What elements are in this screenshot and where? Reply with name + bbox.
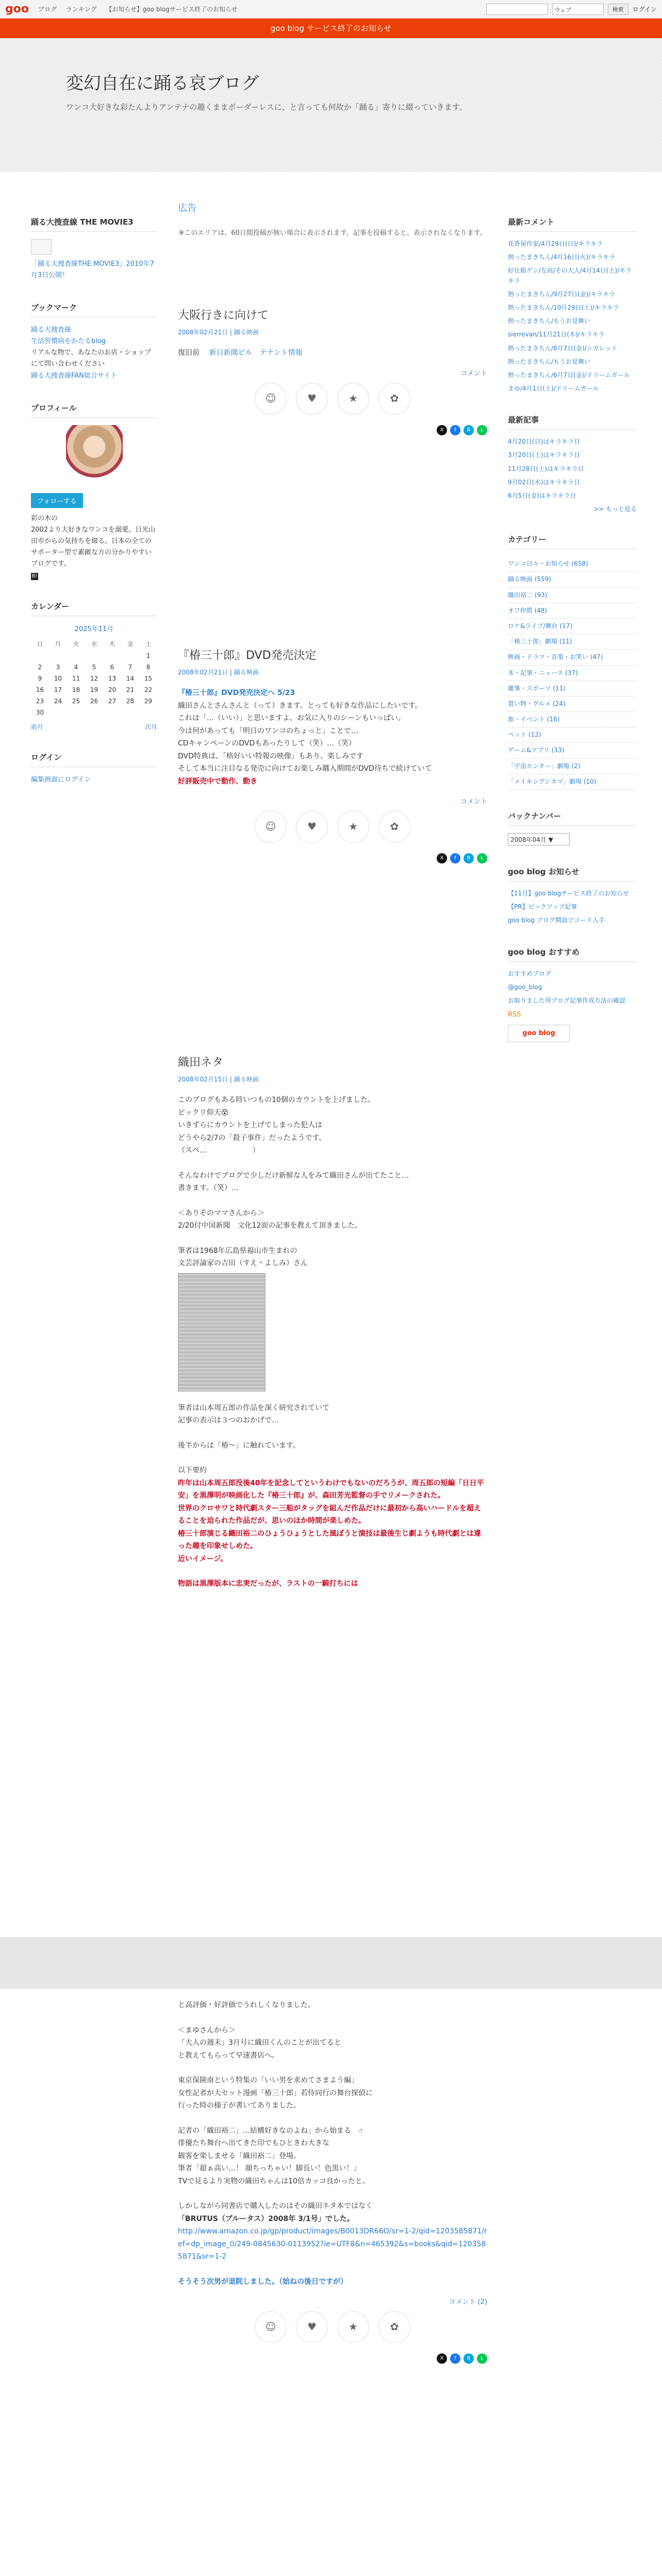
goo-follow-item[interactable]: お取りました用ブログ記事作成方法の確認 xyxy=(508,996,626,1004)
blog-header xyxy=(0,38,662,172)
category-item[interactable]: 買い物・グルメ (24) xyxy=(508,697,637,712)
post-line: （スペ… ） xyxy=(178,1146,260,1155)
reaction-button[interactable] xyxy=(296,811,328,843)
post-line: 東京保険南という特集の「いい男を求めてさまよう編」 xyxy=(178,2076,358,2084)
calendar-day-header: 木 xyxy=(109,640,115,648)
profile-name: 彩の木の xyxy=(31,514,58,522)
calendar-day xyxy=(67,650,85,662)
categories-list xyxy=(508,556,637,790)
recent-comment-item[interactable]: sierrevan/11月21日(木)/キラキラ xyxy=(508,331,605,338)
calendar-week xyxy=(31,684,157,696)
post-line: 俳優たち舞台へ出てきた印でもひときわ大きな xyxy=(178,2139,329,2147)
calendar-week xyxy=(31,707,157,718)
calendar-day[interactable]: 14 xyxy=(126,675,135,683)
calendar-day[interactable]: 19 xyxy=(90,686,98,694)
post-line: しかしながら同書店で購入したのはその織田ネタ本ではなく xyxy=(178,2202,373,2210)
post-line: 好評販売中で動作、動き xyxy=(178,777,257,786)
recent-comment-item[interactable]: 花香屋作家/4月29日(日)/キラキラ xyxy=(508,240,603,247)
amazon-link[interactable]: http://www.amazon.co.jp/gp/product/images/B0013DR66O/sr=1-2/qid=1203585871/ref=dp_image_0/249-0845630-0113952?ie=UTF8&n=465392&s=books&qid=1203585871&sr=1-2 xyxy=(178,2227,487,2261)
post-body-text: 復旧前 xyxy=(178,349,200,357)
post-title[interactable]: 織田ネタ xyxy=(178,1056,224,1069)
x-share-icon[interactable]: X xyxy=(437,2353,447,2364)
search-input[interactable] xyxy=(486,4,548,15)
blog-description: ワンコ大好きな彩たんよりアンテナの趣くままボーダーレスに、と言っても何故か「踊る」寄りに綴っていきます。 xyxy=(66,103,467,112)
calendar-week xyxy=(31,673,157,684)
avatar[interactable] xyxy=(66,425,123,487)
goo-follow-item[interactable]: @goo_blog xyxy=(508,983,542,991)
line-share-icon[interactable]: L xyxy=(477,853,487,863)
recent-post-item[interactable]: 11月28日(土)はキラキラ日 xyxy=(508,465,584,472)
calendar-week xyxy=(31,650,157,662)
post-line: ＜まゆさんから＞ xyxy=(178,2026,236,2035)
category-item[interactable]: 雑事・スポーツ (11) xyxy=(508,681,637,697)
recent-comments-block xyxy=(508,216,637,394)
recent-comments-title: 最新コメント xyxy=(508,216,637,232)
calendar-day[interactable]: 16 xyxy=(36,686,44,694)
calendar-day xyxy=(67,707,85,718)
bookmark-item[interactable]: 踊る大捜査線FAN総合サイト xyxy=(31,371,117,380)
calendar-week xyxy=(31,662,157,673)
login-link[interactable]: 編集画面にログイン xyxy=(31,776,91,784)
x-share-icon[interactable]: X xyxy=(437,853,447,863)
category-item[interactable]: 「椿三十郎」劇場 (11) xyxy=(508,634,637,650)
recent-post-item[interactable]: 9月02日(水)はキラキラ日 xyxy=(508,478,581,486)
reaction-bar xyxy=(178,383,487,415)
calendar-day xyxy=(85,650,103,662)
reaction-button[interactable] xyxy=(255,383,287,415)
calendar-nav xyxy=(31,722,157,731)
summary-line: 椿三十郎演じる織田裕二のひょうひょうとした風ぼうと演技は最後生じ劇ようも時代劇とは違った趣を印象せしめた。 xyxy=(178,1529,481,1550)
hatena-bookmark-icon[interactable]: B! xyxy=(31,573,38,580)
heart-icon: ♥ xyxy=(307,820,317,833)
bookmark-block xyxy=(31,302,157,381)
hatena-share-icon[interactable]: B xyxy=(464,853,474,863)
recent-comment-item[interactable]: 熱ったまきちん/6月7日(金)/ドリームガール xyxy=(508,371,630,379)
calendar-day xyxy=(49,650,67,662)
post-line: 行った時の様子が書いてありました。 xyxy=(178,2102,301,2110)
post-line: 書きます。（笑）… xyxy=(178,1184,239,1192)
share-bar xyxy=(178,853,487,863)
goo-logo[interactable]: goo xyxy=(5,3,29,15)
reaction-button[interactable] xyxy=(255,811,287,843)
smile-icon: ☺ xyxy=(265,392,276,404)
calendar-day[interactable]: 18 xyxy=(72,686,80,694)
post-body xyxy=(178,347,487,360)
calendar-day xyxy=(49,707,67,718)
post-line: いきずらにカウントを上げてしまった犯人は xyxy=(178,1121,322,1129)
newspaper-photo[interactable] xyxy=(178,1273,266,1392)
goo-notice-item[interactable]: 【PR】ピックアップ記事 xyxy=(508,903,577,911)
post-line: 以下要約 xyxy=(178,1466,207,1475)
post-line: TVで見るより実物の織田ちゃんは10倍カッコ良かったと。 xyxy=(178,2177,370,2185)
calendar-day[interactable]: 27 xyxy=(108,698,117,705)
summary-line: 昨年は山本周五郎没後40年を記念してというわけでもないのだろうが、周五郎の短編「日日平安」を黒澤明が映画化した『椿三十郎』が、森田芳光監督の手でリメークされた。 xyxy=(178,1479,484,1500)
post-body xyxy=(178,1999,487,2288)
reaction-button[interactable] xyxy=(378,383,410,415)
post-line: 2/20付中国新聞 文化12面の記事を教えて頂きました。 xyxy=(178,1222,362,1230)
calendar-day[interactable]: 10 xyxy=(54,675,62,683)
recent-post-item[interactable]: 4月20日(日)はキラキラ日 xyxy=(508,438,581,446)
x-share-icon[interactable]: X xyxy=(437,425,447,435)
post-body xyxy=(178,1094,487,1590)
search-button[interactable]: 検索 xyxy=(608,4,628,15)
goo-follow-item[interactable]: おすすめブログ xyxy=(508,970,552,977)
movie-link[interactable]: 「踊る大捜査線THE MOVIE3」2010年7月3日公開！ xyxy=(31,260,154,280)
post-line: と教えてもらって早速書店へ。 xyxy=(178,2051,279,2060)
goo-notice-item[interactable]: 【11月】goo blogサービス終了のお知らせ xyxy=(508,890,629,897)
post-line: 筆者は山本周五郎の作品を深く研究されていて xyxy=(178,1403,329,1412)
star-icon: ★ xyxy=(349,820,358,833)
smile-icon: ☺ xyxy=(265,820,276,833)
line-share-icon[interactable]: L xyxy=(477,425,487,435)
post-meta[interactable]: 2008年02月15日 | 踊る映画 xyxy=(178,1076,259,1083)
recent-comment-item[interactable]: 熱ったまきちん/4月16日(火)/キラキラ xyxy=(508,253,616,261)
calendar-day[interactable]: 5 xyxy=(92,664,96,671)
post-line: 今は何があっても「明日のワンコのちょっと」ことで… xyxy=(178,726,358,735)
calendar-day xyxy=(121,707,139,718)
post-title[interactable]: 『椿三十郎』DVD発売決定 xyxy=(178,649,317,662)
calendar-day[interactable]: 2 xyxy=(38,664,42,671)
calendar-day[interactable]: 26 xyxy=(90,698,98,705)
nav-ranking[interactable]: ランキング xyxy=(65,6,97,13)
post-body xyxy=(178,687,487,788)
nav-notice[interactable]: 【お知らせ】goo blogサービス終了のお知らせ xyxy=(106,6,238,13)
category-item[interactable]: ペット (12) xyxy=(508,727,637,743)
calendar-day[interactable]: 3 xyxy=(56,664,60,671)
post-line: このブログもある時いつもの10個のカウントを上げました。 xyxy=(178,1096,375,1104)
clap-icon: ✿ xyxy=(390,2320,399,2333)
share-bar xyxy=(178,425,487,435)
calendar-day xyxy=(31,650,49,662)
post-meta[interactable]: 2008年02月21日 | 踊る映画 xyxy=(178,669,259,676)
calendar-next[interactable]: 次月 xyxy=(144,723,157,731)
calendar-day[interactable]: 25 xyxy=(72,698,80,705)
recent-comment-item[interactable]: 熱ったまきちん/もうお見舞い xyxy=(508,317,591,325)
reaction-button[interactable] xyxy=(337,383,369,415)
recent-posts-block xyxy=(508,414,637,513)
search-scope-select[interactable]: ウェブ xyxy=(552,4,604,15)
heart-icon: ♥ xyxy=(307,392,317,404)
calendar-day-header: 日 xyxy=(37,640,43,648)
post-line: 記事の表示は３つのおかげで… xyxy=(178,1416,279,1425)
calendar-day xyxy=(139,707,157,718)
star-icon: ★ xyxy=(349,392,358,404)
recent-posts-list xyxy=(508,437,637,501)
bookmark-item[interactable]: 生活習慣病をかたるblog xyxy=(31,337,106,346)
goo-notice-item[interactable]: goo blog ブログ開設でコード入手 xyxy=(508,917,605,924)
recent-comment-item[interactable]: まゆ/4月1日(土)/ドリームガール xyxy=(508,385,599,393)
category-item[interactable]: 旅・イベント (16) xyxy=(508,712,637,727)
ad-notice: ※このエリアは、60日間投稿が無い場合に表示されます。記事を投稿すると、表示されなくなります。 xyxy=(178,229,487,237)
post-line: 観客を楽しませる「織田裕二」登場。 xyxy=(178,2151,301,2160)
post xyxy=(178,1054,487,1590)
bookmark-item[interactable]: 踊る大捜査線 xyxy=(31,326,72,334)
post-line: DVD特典は、「格好いい特報の映像」もあり、楽しみです xyxy=(178,752,363,760)
calendar-week xyxy=(31,696,157,707)
category-item[interactable]: 織田裕二 (93) xyxy=(508,588,637,603)
reaction-button[interactable] xyxy=(296,2311,328,2343)
post-continued xyxy=(178,1999,487,2364)
category-item[interactable]: 本・記事・ニュース (37) xyxy=(508,666,637,681)
comment-link[interactable]: コメント xyxy=(460,798,487,806)
ad-label: 広告 xyxy=(178,203,196,214)
post-line: 「大人の週末」3月号に織田くんのことが出てると xyxy=(178,2039,341,2047)
category-item[interactable]: 映画・ドラマ・音楽・お笑い (47) xyxy=(508,650,637,665)
profile-block xyxy=(31,402,157,580)
main-content xyxy=(178,201,487,2361)
calendar-day-header: 水 xyxy=(91,640,97,648)
post-line: CDキャンペーンのDVDもあったりして（笑）…（笑） xyxy=(178,739,356,748)
hatena-share-icon[interactable]: B xyxy=(464,2353,474,2364)
left-sidebar xyxy=(31,216,157,806)
post-meta[interactable]: 2008年02月21日 | 踊る映画 xyxy=(178,329,259,336)
post-line: 織田さんとさんさんと（って）きます。とっても好きな作品にしたいです。 xyxy=(178,701,422,710)
calendar-day xyxy=(121,650,139,662)
summary-line: 近いイメージ。 xyxy=(178,1554,228,1563)
goo-notice-list xyxy=(508,889,637,926)
backnumber-block xyxy=(508,810,637,845)
comment-link[interactable]: コメント xyxy=(460,369,487,378)
service-end-notice[interactable]: goo blog サービス終了のお知らせ xyxy=(0,19,662,38)
post-line: 筆者「超ぁ高い…！ 顔ちっちゃい！脚長い！色黒い！」 xyxy=(178,2164,361,2173)
post-line: そうそう次男が退院しました。（始ねの後日ですが） xyxy=(178,2277,347,2286)
recent-post-item[interactable]: 3月20日(土)はキラキラ日 xyxy=(508,451,581,459)
recent-post-item[interactable]: 6月5日(金)はキラキラ日 xyxy=(508,492,576,499)
follow-button[interactable]: フォローする xyxy=(31,493,83,508)
goo-blog-logo[interactable]: goo blog xyxy=(508,1025,570,1042)
post-line[interactable]: 『椿三十郎』DVD発売決定へ 5/23 xyxy=(178,689,295,697)
calendar-day[interactable]: 30 xyxy=(36,709,44,717)
post-body-link[interactable]: 新日新聞ビル テナント情報 xyxy=(202,349,303,357)
calendar-block xyxy=(31,601,157,731)
category-item[interactable]: 「メイキングシネマ」劇場 (10) xyxy=(508,774,637,790)
calendar-day-header: 火 xyxy=(73,640,79,648)
calendar-month: 2025年11月 xyxy=(74,625,114,634)
right-sidebar xyxy=(508,216,637,1063)
clap-icon: ✿ xyxy=(390,392,399,404)
post-line: これは「…（いい）」と思いますよ、お気に入りのシーンもいっぱい。 xyxy=(178,714,405,722)
facebook-share-icon[interactable]: f xyxy=(450,425,460,435)
post-line: 後半からは「椿〜」に触れています。 xyxy=(178,1441,300,1450)
goo-notice-title: goo blog お知らせ xyxy=(508,866,637,882)
login-title: ログイン xyxy=(31,752,157,767)
calendar-day xyxy=(103,650,121,662)
calendar-day[interactable]: 4 xyxy=(74,664,78,671)
comment-link[interactable]: コメント (2) xyxy=(449,2298,487,2306)
bookmark-note: リアルな物で、あなたのお店・ショップにて問い合わせください xyxy=(31,349,151,368)
star-icon: ★ xyxy=(349,2320,358,2333)
reaction-button[interactable] xyxy=(378,2311,410,2343)
post-line: ピックリ仰天😵 xyxy=(178,1108,229,1117)
post-title[interactable]: 大阪行きに向けて xyxy=(178,309,269,322)
category-item[interactable]: ロケ&ライブ/舞台 (17) xyxy=(508,619,637,634)
calendar-day[interactable]: 8 xyxy=(146,664,151,671)
calendar-day[interactable]: 24 xyxy=(54,698,62,705)
calendar-day-header: 土 xyxy=(145,640,152,648)
category-item[interactable]: 踊る映画 (559) xyxy=(508,572,637,587)
calendar-title: カレンダー xyxy=(31,601,157,616)
reaction-bar xyxy=(178,811,487,843)
line-share-icon[interactable]: L xyxy=(477,2353,487,2364)
post-line: 「BRUTUS（ブルータス）2008年 3/1号」でした。 xyxy=(178,2214,354,2223)
login-link[interactable]: ログイン xyxy=(632,6,657,13)
calendar-day[interactable]: 29 xyxy=(144,698,153,705)
goo-follow-title: goo blog おすすめ xyxy=(508,946,637,962)
categories-block xyxy=(508,534,637,790)
recent-comment-item[interactable]: 好仕組ゲン/左肩/その大人/4月14日(土)/キラキラ xyxy=(508,267,632,284)
nav-blog[interactable]: ブログ xyxy=(38,6,57,13)
post xyxy=(178,307,487,435)
share-bar xyxy=(178,2353,487,2364)
calendar-day[interactable]: 23 xyxy=(36,698,44,705)
ad-block xyxy=(31,216,157,281)
calendar-day[interactable]: 21 xyxy=(126,686,135,694)
reaction-button[interactable] xyxy=(337,2311,369,2343)
reaction-button[interactable] xyxy=(255,2311,287,2343)
goo-notice-block xyxy=(508,866,637,926)
bookmark-title: ブックマーク xyxy=(31,302,157,317)
recent-comment-item[interactable]: 熱ったまきちん/8月7日(金)/シガレット xyxy=(508,344,618,352)
calendar-day-header: 金 xyxy=(127,640,134,648)
categories-title: カテゴリー xyxy=(508,534,637,549)
heart-icon: ♥ xyxy=(307,2320,317,2333)
post xyxy=(178,647,487,863)
profile-title: プロフィール xyxy=(31,402,157,418)
rss-link[interactable]: RSS xyxy=(508,1011,521,1019)
backnumber-title: バックナンバー xyxy=(508,810,637,826)
goo-follow-block xyxy=(508,946,637,1043)
calendar-day[interactable]: 20 xyxy=(108,686,117,694)
global-bar xyxy=(0,0,662,19)
recent-comment-item[interactable]: 熱ったまきちん/もうお見舞い xyxy=(508,358,591,365)
calendar-day[interactable]: 7 xyxy=(128,664,133,671)
backnumber-select[interactable]: 2008年04月 ▼ xyxy=(508,833,570,845)
recent-comments-list xyxy=(508,239,637,394)
recent-comment-item[interactable]: 熱ったまきちん/9月27日(金)/キラキラ xyxy=(508,290,616,298)
facebook-share-icon[interactable]: f xyxy=(450,2353,460,2364)
calendar-table xyxy=(31,637,157,718)
reaction-bar xyxy=(178,2311,487,2343)
calendar-day[interactable]: 1 xyxy=(146,652,151,660)
more-link[interactable]: >> もっと見る xyxy=(593,505,637,513)
post-line: 筆者は1968年広島県福山市生まれの xyxy=(178,1246,297,1255)
calendar-day xyxy=(85,707,103,718)
global-search xyxy=(486,4,657,15)
post-line: 文芸評論家の吉田（すえ・よしみ）さん xyxy=(178,1259,308,1267)
calendar-day-header: 月 xyxy=(55,640,61,648)
category-item[interactable]: ワンコ日々・お知らせ (658) xyxy=(508,556,637,572)
smile-icon: ☺ xyxy=(265,2320,276,2333)
hatena-share-icon[interactable]: B xyxy=(464,425,474,435)
movie-banner-image[interactable] xyxy=(31,239,52,255)
calendar-day[interactable]: 9 xyxy=(38,675,42,683)
calendar-day[interactable]: 22 xyxy=(144,686,153,694)
post-line: 記者の「織田裕二」…結構好きなのよね」から始まる ☝ xyxy=(178,2126,363,2135)
blog-title[interactable]: 変幻自在に踊る哀ブログ xyxy=(66,73,259,94)
reaction-button[interactable] xyxy=(296,383,328,415)
category-item[interactable]: オフ仲間 (48) xyxy=(508,603,637,619)
page-divider-band xyxy=(0,1937,662,1989)
calendar-day[interactable]: 11 xyxy=(72,675,80,683)
reaction-button[interactable] xyxy=(337,811,369,843)
ad-block-title: 踊る大捜査線 THE MOVIE3 xyxy=(31,216,157,232)
calendar-day xyxy=(103,707,121,718)
global-nav xyxy=(38,5,245,13)
post-line: 女性記者が大セット漫画「椿三十郎」若侍同行の舞台探偵に xyxy=(178,2089,373,2097)
category-item[interactable]: ゲーム&アプリ (33) xyxy=(508,743,637,758)
reaction-button[interactable] xyxy=(378,811,410,843)
post-line: ＜ありそのママさんから＞ xyxy=(178,1209,264,1217)
calendar-day[interactable]: 6 xyxy=(110,664,114,671)
calendar-day[interactable]: 12 xyxy=(90,675,98,683)
calendar-day[interactable]: 28 xyxy=(126,698,135,705)
summary-line: 世界のクロサワと時代劇スター三船がタッグを組んだ作品だけに最初から高いハードルを超えることを迫られた作品だが、思いのほか時間が楽しめた。 xyxy=(178,1504,481,1525)
post-line: そして本当に注目なる発売に向けてお楽しみ購入期間がDVD待ちで続けていて xyxy=(178,765,432,773)
recent-posts-title: 最新記事 xyxy=(508,414,637,430)
post-line: どうやら2/7の「殺子事件」だったようです。 xyxy=(178,1133,326,1142)
login-block xyxy=(31,752,157,786)
calendar-day[interactable]: 15 xyxy=(144,675,153,683)
goo-follow-list xyxy=(508,969,637,1006)
post-line: と高評価・好評価でうれしくなりました。 xyxy=(178,2001,315,2009)
post-line: そんなわけでブログで少しだけ新鮮な人をみて織田さんが出てたこと… xyxy=(178,1171,409,1180)
calendar-day[interactable]: 13 xyxy=(108,675,117,683)
calendar-day[interactable]: 17 xyxy=(54,686,62,694)
profile-text: 2002より大好きなワンコを溺愛。日光山田市からの気持ちを綴る。日本の全てのサポーター型で素敵な方の分かりやすいブログです。 xyxy=(31,526,156,568)
recent-comment-item[interactable]: 熱ったまきちん/10月29日(土)/キラキラ xyxy=(508,303,619,311)
category-item[interactable]: 「宇宙センター」劇場 (2) xyxy=(508,759,637,774)
clap-icon: ✿ xyxy=(390,820,399,833)
calendar-prev[interactable]: 前月 xyxy=(31,723,44,731)
summary-line: 物語は黒澤版本に忠実だったが、ラストの一騎打ちには xyxy=(178,1580,358,1588)
facebook-share-icon[interactable]: f xyxy=(450,853,460,863)
